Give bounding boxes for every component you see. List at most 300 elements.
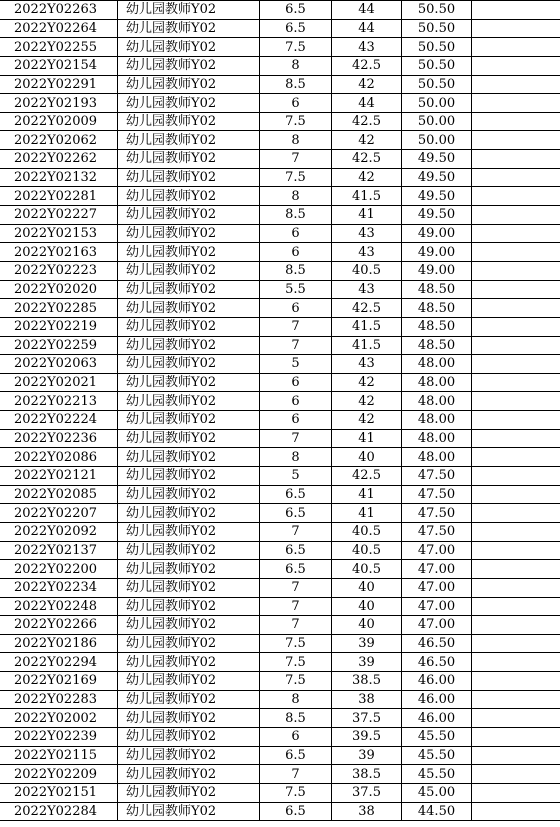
position-cell: 幼儿园教师Y02 [118, 709, 260, 728]
table-row [0, 19, 560, 38]
position-cell: 幼儿园教师Y02 [118, 448, 260, 467]
total-score-cell: 48.50 [402, 336, 472, 355]
candidate-id-cell: 2022Y02062 [0, 131, 118, 150]
score2-cell: 40 [332, 597, 402, 616]
candidate-id-cell: 2022Y02284 [0, 802, 118, 821]
note-cell [472, 355, 560, 374]
total-score-cell: 49.50 [402, 150, 472, 169]
candidate-id-cell: 2022Y02151 [0, 783, 118, 802]
table-row [0, 299, 560, 318]
score2-cell: 40 [332, 448, 402, 467]
score1-cell: 7 [260, 429, 332, 448]
note-cell [472, 261, 560, 280]
score1-cell: 5 [260, 355, 332, 374]
score2-cell: 38 [332, 690, 402, 709]
note-cell [472, 634, 560, 653]
candidate-id-cell: 2022Y02294 [0, 653, 118, 672]
score2-cell: 44 [332, 1, 402, 20]
candidate-id-cell: 2022Y02219 [0, 317, 118, 336]
note-cell [472, 653, 560, 672]
note-cell [472, 541, 560, 560]
score1-cell: 5.5 [260, 280, 332, 299]
table-row [0, 467, 560, 486]
table-row [0, 429, 560, 448]
note-cell [472, 280, 560, 299]
position-cell: 幼儿园教师Y02 [118, 261, 260, 280]
score1-cell: 6 [260, 94, 332, 113]
total-score-cell: 50.00 [402, 94, 472, 113]
table-row [0, 522, 560, 541]
score2-cell: 42 [332, 411, 402, 430]
score2-cell: 40 [332, 578, 402, 597]
candidate-id-cell: 2022Y02209 [0, 765, 118, 784]
position-cell: 幼儿园教师Y02 [118, 355, 260, 374]
table-row [0, 746, 560, 765]
position-cell: 幼儿园教师Y02 [118, 485, 260, 504]
position-cell: 幼儿园教师Y02 [118, 1, 260, 20]
total-score-cell: 45.50 [402, 746, 472, 765]
note-cell [472, 112, 560, 131]
score2-cell: 40.5 [332, 522, 402, 541]
position-cell: 幼儿园教师Y02 [118, 411, 260, 430]
position-cell: 幼儿园教师Y02 [118, 783, 260, 802]
score2-cell: 42 [332, 168, 402, 187]
position-cell: 幼儿园教师Y02 [118, 280, 260, 299]
total-score-cell: 46.50 [402, 634, 472, 653]
score2-cell: 38.5 [332, 672, 402, 691]
position-cell: 幼儿园教师Y02 [118, 150, 260, 169]
table-row [0, 131, 560, 150]
candidate-id-cell: 2022Y02200 [0, 560, 118, 579]
candidate-id-cell: 2022Y02234 [0, 578, 118, 597]
note-cell [472, 522, 560, 541]
position-cell: 幼儿园教师Y02 [118, 317, 260, 336]
table-row [0, 802, 560, 821]
table-row [0, 94, 560, 113]
total-score-cell: 44.50 [402, 802, 472, 821]
score2-cell: 40.5 [332, 560, 402, 579]
table-row [0, 206, 560, 225]
score1-cell: 8.5 [260, 206, 332, 225]
score1-cell: 6.5 [260, 19, 332, 38]
position-cell: 幼儿园教师Y02 [118, 187, 260, 206]
note-cell [472, 336, 560, 355]
total-score-cell: 46.50 [402, 653, 472, 672]
total-score-cell: 47.00 [402, 541, 472, 560]
note-cell [472, 373, 560, 392]
position-cell: 幼儿园教师Y02 [118, 467, 260, 486]
position-cell: 幼儿园教师Y02 [118, 168, 260, 187]
note-cell [472, 765, 560, 784]
note-cell [472, 672, 560, 691]
table-row [0, 616, 560, 635]
candidate-id-cell: 2022Y02266 [0, 616, 118, 635]
total-score-cell: 50.00 [402, 131, 472, 150]
note-cell [472, 38, 560, 57]
total-score-cell: 47.00 [402, 560, 472, 579]
score1-cell: 6.5 [260, 504, 332, 523]
total-score-cell: 49.50 [402, 168, 472, 187]
candidate-id-cell: 2022Y02121 [0, 467, 118, 486]
position-cell: 幼儿园教师Y02 [118, 597, 260, 616]
candidate-id-cell: 2022Y02086 [0, 448, 118, 467]
score2-cell: 38 [332, 802, 402, 821]
note-cell [472, 467, 560, 486]
score2-cell: 41 [332, 206, 402, 225]
table-row [0, 336, 560, 355]
total-score-cell: 45.50 [402, 727, 472, 746]
table-row [0, 261, 560, 280]
score1-cell: 7.5 [260, 112, 332, 131]
score2-cell: 42 [332, 392, 402, 411]
candidate-id-cell: 2022Y02285 [0, 299, 118, 318]
position-cell: 幼儿园教师Y02 [118, 616, 260, 635]
position-cell: 幼儿园教师Y02 [118, 802, 260, 821]
table-row [0, 672, 560, 691]
table-row [0, 38, 560, 57]
table-row [0, 709, 560, 728]
total-score-cell: 48.50 [402, 280, 472, 299]
note-cell [472, 224, 560, 243]
total-score-cell: 50.50 [402, 1, 472, 20]
note-cell [472, 392, 560, 411]
candidate-id-cell: 2022Y02186 [0, 634, 118, 653]
table-row [0, 411, 560, 430]
score1-cell: 7 [260, 765, 332, 784]
score2-cell: 38.5 [332, 765, 402, 784]
position-cell: 幼儿园教师Y02 [118, 746, 260, 765]
note-cell [472, 1, 560, 20]
note-cell [472, 485, 560, 504]
position-cell: 幼儿园教师Y02 [118, 94, 260, 113]
score2-cell: 41 [332, 429, 402, 448]
score1-cell: 8 [260, 56, 332, 75]
position-cell: 幼儿园教师Y02 [118, 690, 260, 709]
score1-cell: 7 [260, 317, 332, 336]
candidate-id-cell: 2022Y02264 [0, 19, 118, 38]
position-cell: 幼儿园教师Y02 [118, 243, 260, 262]
total-score-cell: 48.00 [402, 429, 472, 448]
table-row [0, 485, 560, 504]
note-cell [472, 504, 560, 523]
score2-cell: 43 [332, 38, 402, 57]
table-row [0, 690, 560, 709]
total-score-cell: 48.00 [402, 392, 472, 411]
position-cell: 幼儿园教师Y02 [118, 38, 260, 57]
candidate-id-cell: 2022Y02137 [0, 541, 118, 560]
table-row [0, 634, 560, 653]
score2-cell: 39.5 [332, 727, 402, 746]
total-score-cell: 49.50 [402, 206, 472, 225]
candidate-id-cell: 2022Y02009 [0, 112, 118, 131]
table-row [0, 75, 560, 94]
score1-cell: 5 [260, 467, 332, 486]
score1-cell: 8 [260, 690, 332, 709]
score1-cell: 6 [260, 373, 332, 392]
score1-cell: 7.5 [260, 168, 332, 187]
position-cell: 幼儿园教师Y02 [118, 522, 260, 541]
table-row [0, 448, 560, 467]
total-score-cell: 50.50 [402, 75, 472, 94]
candidate-id-cell: 2022Y02283 [0, 690, 118, 709]
total-score-cell: 46.00 [402, 672, 472, 691]
total-score-cell: 48.50 [402, 317, 472, 336]
table-row [0, 560, 560, 579]
total-score-cell: 47.50 [402, 504, 472, 523]
position-cell: 幼儿园教师Y02 [118, 373, 260, 392]
score1-cell: 8 [260, 131, 332, 150]
position-cell: 幼儿园教师Y02 [118, 224, 260, 243]
table-row [0, 541, 560, 560]
position-cell: 幼儿园教师Y02 [118, 299, 260, 318]
score1-cell: 6.5 [260, 560, 332, 579]
note-cell [472, 560, 560, 579]
score-table-body [0, 1, 560, 821]
score2-cell: 42.5 [332, 150, 402, 169]
total-score-cell: 47.50 [402, 467, 472, 486]
score1-cell: 6 [260, 411, 332, 430]
note-cell [472, 168, 560, 187]
table-row [0, 224, 560, 243]
candidate-id-cell: 2022Y02213 [0, 392, 118, 411]
score2-cell: 40.5 [332, 261, 402, 280]
total-score-cell: 49.00 [402, 261, 472, 280]
table-row [0, 504, 560, 523]
candidate-id-cell: 2022Y02281 [0, 187, 118, 206]
position-cell: 幼儿园教师Y02 [118, 131, 260, 150]
note-cell [472, 746, 560, 765]
total-score-cell: 48.00 [402, 448, 472, 467]
table-row [0, 765, 560, 784]
total-score-cell: 46.00 [402, 709, 472, 728]
score1-cell: 6.5 [260, 1, 332, 20]
table-row [0, 243, 560, 262]
score1-cell: 8 [260, 187, 332, 206]
candidate-id-cell: 2022Y02223 [0, 261, 118, 280]
candidate-id-cell: 2022Y02239 [0, 727, 118, 746]
candidate-id-cell: 2022Y02207 [0, 504, 118, 523]
candidate-id-cell: 2022Y02153 [0, 224, 118, 243]
total-score-cell: 48.00 [402, 355, 472, 374]
score2-cell: 44 [332, 94, 402, 113]
position-cell: 幼儿园教师Y02 [118, 504, 260, 523]
table-row [0, 597, 560, 616]
score1-cell: 7.5 [260, 38, 332, 57]
score1-cell: 7.5 [260, 783, 332, 802]
score1-cell: 6 [260, 243, 332, 262]
score1-cell: 8.5 [260, 75, 332, 94]
table-row [0, 168, 560, 187]
score1-cell: 7 [260, 578, 332, 597]
note-cell [472, 131, 560, 150]
candidate-id-cell: 2022Y02259 [0, 336, 118, 355]
position-cell: 幼儿园教师Y02 [118, 392, 260, 411]
table-row [0, 355, 560, 374]
candidate-id-cell: 2022Y02236 [0, 429, 118, 448]
table-row [0, 280, 560, 299]
total-score-cell: 47.50 [402, 522, 472, 541]
score1-cell: 7.5 [260, 653, 332, 672]
score1-cell: 6.5 [260, 485, 332, 504]
score2-cell: 42.5 [332, 112, 402, 131]
score1-cell: 6 [260, 224, 332, 243]
score1-cell: 7 [260, 150, 332, 169]
score2-cell: 42 [332, 373, 402, 392]
total-score-cell: 49.00 [402, 243, 472, 262]
total-score-cell: 46.00 [402, 690, 472, 709]
position-cell: 幼儿园教师Y02 [118, 206, 260, 225]
position-cell: 幼儿园教师Y02 [118, 672, 260, 691]
table-row [0, 187, 560, 206]
score2-cell: 39 [332, 634, 402, 653]
table-row [0, 392, 560, 411]
note-cell [472, 616, 560, 635]
score2-cell: 42.5 [332, 299, 402, 318]
table-row [0, 373, 560, 392]
score2-cell: 42 [332, 131, 402, 150]
score2-cell: 39 [332, 746, 402, 765]
score2-cell: 37.5 [332, 783, 402, 802]
table-row [0, 727, 560, 746]
score1-cell: 6 [260, 392, 332, 411]
note-cell [472, 150, 560, 169]
position-cell: 幼儿园教师Y02 [118, 56, 260, 75]
note-cell [472, 429, 560, 448]
score2-cell: 41 [332, 485, 402, 504]
note-cell [472, 19, 560, 38]
note-cell [472, 75, 560, 94]
note-cell [472, 243, 560, 262]
table-row [0, 317, 560, 336]
candidate-id-cell: 2022Y02248 [0, 597, 118, 616]
score2-cell: 40 [332, 616, 402, 635]
position-cell: 幼儿园教师Y02 [118, 765, 260, 784]
score1-cell: 7 [260, 616, 332, 635]
note-cell [472, 727, 560, 746]
note-cell [472, 187, 560, 206]
candidate-id-cell: 2022Y02132 [0, 168, 118, 187]
total-score-cell: 45.00 [402, 783, 472, 802]
candidate-id-cell: 2022Y02092 [0, 522, 118, 541]
table-row [0, 578, 560, 597]
candidate-id-cell: 2022Y02255 [0, 38, 118, 57]
score2-cell: 42.5 [332, 56, 402, 75]
score1-cell: 6 [260, 727, 332, 746]
note-cell [472, 299, 560, 318]
position-cell: 幼儿园教师Y02 [118, 336, 260, 355]
candidate-id-cell: 2022Y02262 [0, 150, 118, 169]
total-score-cell: 47.00 [402, 578, 472, 597]
table-row [0, 150, 560, 169]
table-row [0, 653, 560, 672]
score2-cell: 39 [332, 653, 402, 672]
total-score-cell: 48.00 [402, 373, 472, 392]
score2-cell: 41.5 [332, 317, 402, 336]
total-score-cell: 47.00 [402, 616, 472, 635]
position-cell: 幼儿园教师Y02 [118, 560, 260, 579]
total-score-cell: 50.00 [402, 112, 472, 131]
position-cell: 幼儿园教师Y02 [118, 112, 260, 131]
score1-cell: 6 [260, 299, 332, 318]
table-row [0, 56, 560, 75]
note-cell [472, 206, 560, 225]
position-cell: 幼儿园教师Y02 [118, 19, 260, 38]
score1-cell: 7.5 [260, 672, 332, 691]
score1-cell: 8.5 [260, 261, 332, 280]
total-score-cell: 48.50 [402, 299, 472, 318]
score2-cell: 42 [332, 75, 402, 94]
score2-cell: 44 [332, 19, 402, 38]
candidate-id-cell: 2022Y02021 [0, 373, 118, 392]
score2-cell: 43 [332, 355, 402, 374]
note-cell [472, 411, 560, 430]
note-cell [472, 783, 560, 802]
score1-cell: 8 [260, 448, 332, 467]
candidate-id-cell: 2022Y02020 [0, 280, 118, 299]
score2-cell: 41.5 [332, 336, 402, 355]
score2-cell: 37.5 [332, 709, 402, 728]
score1-cell: 7 [260, 336, 332, 355]
score1-cell: 6.5 [260, 541, 332, 560]
total-score-cell: 47.50 [402, 485, 472, 504]
position-cell: 幼儿园教师Y02 [118, 429, 260, 448]
note-cell [472, 802, 560, 821]
candidate-id-cell: 2022Y02115 [0, 746, 118, 765]
total-score-cell: 49.50 [402, 187, 472, 206]
score1-cell: 7 [260, 522, 332, 541]
score1-cell: 6.5 [260, 746, 332, 765]
score2-cell: 40.5 [332, 541, 402, 560]
score2-cell: 41.5 [332, 187, 402, 206]
candidate-id-cell: 2022Y02085 [0, 485, 118, 504]
note-cell [472, 94, 560, 113]
score2-cell: 43 [332, 280, 402, 299]
note-cell [472, 597, 560, 616]
total-score-cell: 50.50 [402, 56, 472, 75]
score1-cell: 7.5 [260, 634, 332, 653]
total-score-cell: 50.50 [402, 38, 472, 57]
table-row [0, 112, 560, 131]
score2-cell: 42.5 [332, 467, 402, 486]
candidate-id-cell: 2022Y02063 [0, 355, 118, 374]
position-cell: 幼儿园教师Y02 [118, 634, 260, 653]
total-score-cell: 49.00 [402, 224, 472, 243]
candidate-id-cell: 2022Y02169 [0, 672, 118, 691]
score2-cell: 41 [332, 504, 402, 523]
position-cell: 幼儿园教师Y02 [118, 653, 260, 672]
score2-cell: 43 [332, 224, 402, 243]
table-row [0, 783, 560, 802]
position-cell: 幼儿园教师Y02 [118, 541, 260, 560]
note-cell [472, 709, 560, 728]
candidate-id-cell: 2022Y02263 [0, 1, 118, 20]
total-score-cell: 45.50 [402, 765, 472, 784]
total-score-cell: 50.50 [402, 19, 472, 38]
candidate-id-cell: 2022Y02163 [0, 243, 118, 262]
note-cell [472, 56, 560, 75]
score2-cell: 43 [332, 243, 402, 262]
candidate-id-cell: 2022Y02227 [0, 206, 118, 225]
candidate-id-cell: 2022Y02224 [0, 411, 118, 430]
candidate-id-cell: 2022Y02002 [0, 709, 118, 728]
position-cell: 幼儿园教师Y02 [118, 75, 260, 94]
total-score-cell: 48.00 [402, 411, 472, 430]
candidate-id-cell: 2022Y02154 [0, 56, 118, 75]
total-score-cell: 47.00 [402, 597, 472, 616]
note-cell [472, 578, 560, 597]
position-cell: 幼儿园教师Y02 [118, 727, 260, 746]
note-cell [472, 317, 560, 336]
